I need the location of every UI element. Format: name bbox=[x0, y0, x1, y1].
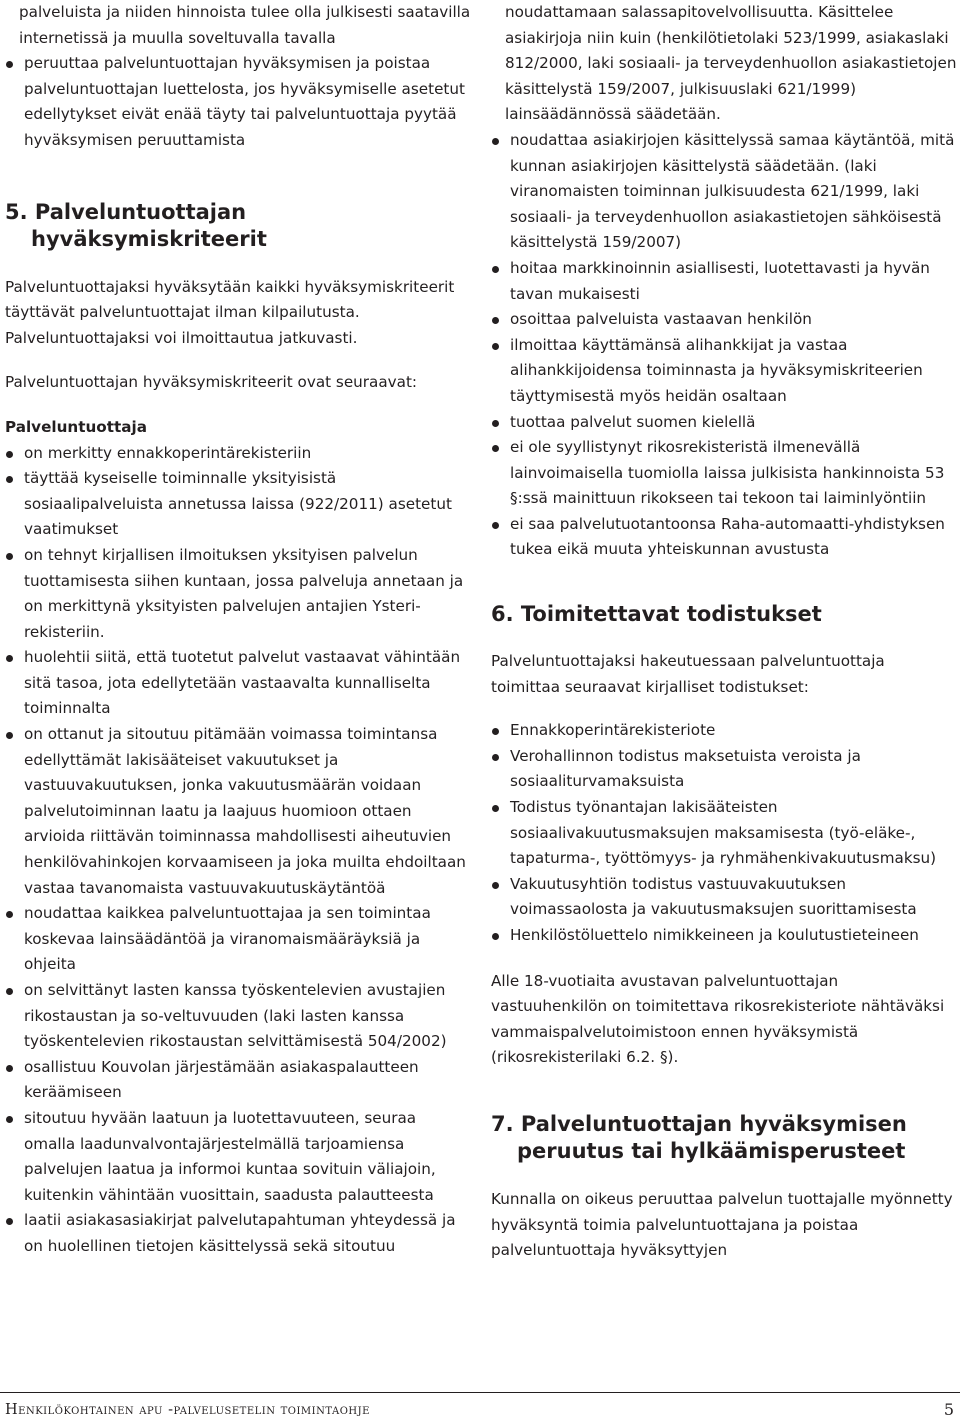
section-6-heading: 6. Toimitettavat todistukset bbox=[491, 602, 822, 627]
list-item: ei saa palvelutuotantoonsa Raha-automaatti-yhdistyksen tukea eikä muuta yhteiskunnan avustusta bbox=[491, 512, 957, 563]
intro-bullet-list bbox=[5, 51, 471, 153]
list-item: täyttää kyseiselle toiminnalle yksityisistä sosiaalipalveluista annetussa laissa (922/2011) asetetut vaatimukset bbox=[5, 466, 471, 543]
list-item: ilmoittaa käyttämänsä alihankkijat ja vastaa alihankkijoidensa toiminnasta ja hyväksymiskriteerien täyttymisestä myös heidän osaltaan bbox=[491, 333, 957, 410]
list-item: on ottanut ja sitoutuu pitämään voimassa toimintansa edellyttämät lakisääteiset vakuutukset ja vastuuvakuutuksen, jonka vakuutusmäärän voidaan palvelutoiminnan laatu ja laajuus huomioon ottaen arvioida riittävän toiminnassa mahdollisesti aiheutuvien henkilövahinkojen korvaamiseen ja joka muilta ehdoiltaan vastaa tavanomaista vastuuvakuutuskäytäntöä bbox=[5, 722, 471, 901]
list-item: Verohallinnon todistus maksetuista veroista ja sosiaaliturvamaksuista bbox=[491, 744, 957, 795]
list-item: ei ole syyllistynyt rikosrekisteristä ilmenevällä lainvoimaisella tuomiolla laissa julkisista hankinnoista 53 §:ssä mainittuun rikokseen tai tekoon tai laiminlyöntiin bbox=[491, 435, 957, 512]
criteria-list-continued bbox=[491, 128, 957, 563]
page-number: 5 bbox=[943, 1400, 954, 1419]
list-item: huolehtii siitä, että tuotetut palvelut vastaavat vähintään sitä tasoa, jota edellytetään vastaavalta kunnalliselta toiminnalta bbox=[5, 645, 471, 722]
list-item: laatii asiakasasiakirjat palvelutapahtuman yhteydessä ja on huolellinen tietojen käsittelyssä sekä sitoutuu bbox=[5, 1208, 471, 1259]
list-item: on merkitty ennakkoperintärekisteriin bbox=[5, 441, 471, 467]
list-item: on selvittänyt lasten kanssa työskentelevien avustajien rikostaustan ja so-veltuvuuden (laki lasten kanssa työskentelevien rikostaustan selvittämisestä 504/2002) bbox=[5, 978, 471, 1055]
list-item: hoitaa markkinoinnin asiallisesti, luotettavasti ja hyvän tavan mukaisesti bbox=[491, 256, 957, 307]
section-7-paragraph: Kunnalla on oikeus peruuttaa palvelun tuottajalle myönnetty hyväksyntä toimia palveluntuottajana ja poistaa palveluntuottaja hyväksyttyjen bbox=[491, 1189, 953, 1260]
list-item: Vakuutusyhtiön todistus vastuuvakuutuksen voimassaolosta ja vakuutusmaksujen suorittamisesta bbox=[491, 872, 957, 923]
section-5-heading: 5. Palveluntuottajan hyväksymiskriteerit bbox=[5, 199, 267, 251]
criteria-list bbox=[5, 441, 471, 1260]
subheading-provider: Palveluntuottaja bbox=[5, 417, 147, 436]
list-item: sitoutuu hyvään laatuun ja luotettavuuteen, seuraa omalla laadunvalvontajärjestelmällä tarjoamiensa palvelujen laatua ja informoi kuntaa sovituin väliajoin, kuitenkin vähintään vuosittain, saadusta palautteesta bbox=[5, 1106, 471, 1208]
list-item: tuottaa palvelut suomen kielellä bbox=[491, 410, 957, 436]
intro-continued: palveluista ja niiden hinnoista tulee olla julkisesti saatavilla internetissä ja muulla soveltuvalla tavalla bbox=[19, 3, 471, 47]
documents-list bbox=[491, 718, 957, 948]
list-item: osoittaa palveluista vastaavan henkilön bbox=[491, 307, 957, 333]
list-item: noudattaa kaikkea palveluntuottajaa ja sen toimintaa koskevaa lainsäädäntöä ja viranomaismääräyksiä ja ohjeita bbox=[5, 901, 471, 978]
list-item: Henkilöstöluettelo nimikkeineen ja koulutustieteineen bbox=[491, 923, 957, 949]
section-6-paragraph-2: Alle 18-vuotiaita avustavan palveluntuottajan vastuuhenkilön on toimitettava rikosrekisteriote nähtäväksi vammaispalvelutoimistoon ennen hyväksymistä (rikosrekisterilaki 6.2. §). bbox=[491, 971, 945, 1067]
list-item: osallistuu Kouvolan järjestämään asiakaspalautteen keräämiseen bbox=[5, 1055, 471, 1106]
section-6-paragraph: Palveluntuottajaksi hakeutuessaan palveluntuottaja toimittaa seuraavat kirjalliset todistukset: bbox=[491, 652, 885, 696]
page-footer bbox=[0, 1392, 960, 1426]
list-item: on tehnyt kirjallisen ilmoituksen yksityisen palvelun tuottamisesta siihen kuntaan, jossa palveluja annetaan ja on merkittynä yksityisten palvelujen antajien Ysteri-rekisteriin. bbox=[5, 543, 471, 645]
list-item: noudattaa asiakirjojen käsittelyssä samaa käytäntöä, mitä kunnan asiakirjojen käsittelystä säädetään. (laki viranomaisten toiminnan julkisuudesta 621/1999, laki sosiaali- ja terveydenhuollon asiakastietojen sähköisestä käsittelystä 159/2007) bbox=[491, 128, 957, 256]
right-column bbox=[491, 0, 957, 1264]
section-5-paragraph: Palveluntuottajaksi hyväksytään kaikki hyväksymiskriteerit täyttävät palveluntuottajat ilman kilpailutusta. Palveluntuottajaksi voi ilmoittautua jatkuvasti. bbox=[5, 277, 455, 347]
criteria-intro: Palveluntuottajan hyväksymiskriteerit ovat seuraavat: bbox=[5, 373, 418, 392]
list-item: peruuttaa palveluntuottajan hyväksymisen ja poistaa palveluntuottajan luettelosta, jos hyväksymiselle asetetut edellytykset eivät enää täyty tai palveluntuottaja pyytää hyväksymisen peruuttamista bbox=[5, 51, 471, 153]
list-item: Todistus työnantajan lakisääteisten sosiaalivakuutusmaksujen maksamisesta (työ-eläke-, tapaturma-, työttömyys- ja ryhmähenkivakuutusmaksu) bbox=[491, 795, 957, 872]
footer-title: Henkilökohtainen apu -palvelusetelin toimintaohje bbox=[5, 1402, 370, 1418]
list-item: Ennakkoperintärekisteriote bbox=[491, 718, 957, 744]
left-column bbox=[5, 0, 471, 1260]
section-7-heading: 7. Palveluntuottajan hyväksymisen peruutus tai hylkäämisperusteet bbox=[491, 1111, 907, 1163]
criteria-continued-text: noudattamaan salassapitovelvollisuutta. Käsittelee asiakirjoja niin kuin (henkilötietolaki 523/1999, asiakaslaki 812/2000, laki sosiaali- ja terveydenhuollon asiakastietojen käsittelystä 159/2007, julkisuuslaki 621/1999) lainsäädännössä säädetään. bbox=[505, 3, 957, 124]
